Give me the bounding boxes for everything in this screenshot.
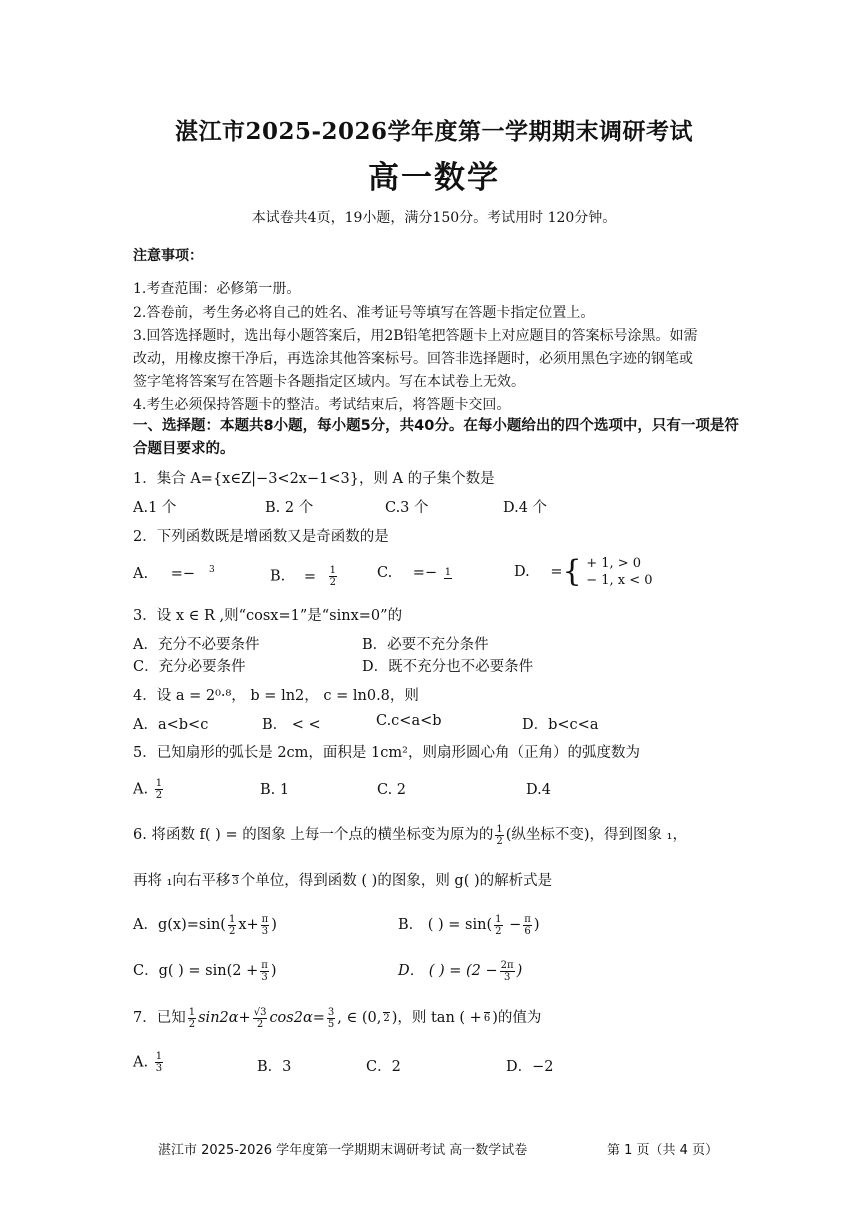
fraction xyxy=(253,1007,268,1030)
question-6-line-1 xyxy=(133,823,687,847)
text: ) xyxy=(533,917,540,933)
q5-option-d: D.4 xyxy=(526,782,551,798)
fraction xyxy=(261,914,270,937)
option-label: A. xyxy=(133,781,149,798)
numerator: 1 xyxy=(155,778,163,789)
q7-option-b: B．3 xyxy=(257,1059,292,1075)
fraction xyxy=(260,960,269,983)
denominator: 2 xyxy=(155,790,163,801)
text: ) xyxy=(516,963,523,979)
q2-option-d xyxy=(514,555,653,589)
q6-option-c xyxy=(133,959,276,983)
fraction xyxy=(484,1012,490,1024)
text: )，则 tan ( + xyxy=(391,1010,482,1026)
fraction xyxy=(523,914,532,937)
text: x+ xyxy=(238,917,259,933)
fraction xyxy=(495,824,503,847)
q4-option-c: C.c<a<b xyxy=(376,713,442,729)
text: ) xyxy=(271,917,277,933)
option-expr: =− xyxy=(170,565,196,582)
numerator: 3 xyxy=(327,1006,335,1018)
denominator: 6 xyxy=(524,925,531,937)
denominator: 3 xyxy=(261,971,268,983)
case-2: − 1, x < 0 xyxy=(586,573,653,588)
q5-option-b: B. 1 xyxy=(260,782,290,798)
question-3-stem: 3．设 x ∈ R ,则“cosx=1”是“sinx=0”的 xyxy=(133,608,403,624)
q2-option-a xyxy=(133,565,215,582)
q2-option-b xyxy=(270,565,339,588)
denominator: 2 xyxy=(329,577,337,588)
q7-option-c: C．2 xyxy=(366,1059,401,1075)
page-number: 第 1 页（共 4 页） xyxy=(607,1143,719,1158)
numerator: 1 xyxy=(496,823,503,835)
numerator: 1 xyxy=(444,567,452,578)
q1-option-d: D.4 个 xyxy=(503,500,548,516)
exam-intro: 本试卷共4页，19小题，满分150分。考试用时 120分钟。 xyxy=(251,210,617,226)
q6-option-a xyxy=(133,913,277,937)
notice-line: 签字笔将答案写在答题卡各题指定区域内。写在本试卷上无效。 xyxy=(133,374,525,390)
fraction xyxy=(155,1051,163,1074)
question-2-stem: 2．下列函数既是增函数又是奇函数的是 xyxy=(133,529,389,545)
denominator: 3 xyxy=(261,925,269,937)
page-footer-title: 湛江市 2025-2026 学年度第一学期期末调研考试 高一数学试卷 xyxy=(158,1143,528,1158)
fraction xyxy=(500,960,515,983)
numerator: π xyxy=(261,959,268,971)
text: B． ( ) = sin( xyxy=(398,917,493,933)
option-label: A. xyxy=(133,1054,149,1071)
fraction xyxy=(327,1007,335,1030)
notice-line: 3.回答选择题时，选出每小题答案后，用2B铅笔把答题卡上对应题目的答案标号涂黑。如需 xyxy=(133,328,698,344)
denominator: 3 xyxy=(155,1063,163,1074)
case-1: + 1, > 0 xyxy=(586,556,642,571)
notice-line: 改动，用橡皮擦干净后，再选涂其他答案标号。回答非选择题时，必须用黑色字迹的钢笔或 xyxy=(133,351,693,367)
fraction xyxy=(232,875,238,887)
q4-option-a: A．a<b<c xyxy=(133,717,209,733)
exam-title: 湛江市2025-2026学年度第一学期期末调研考试 xyxy=(174,118,694,145)
denominator: 2 xyxy=(228,925,236,937)
q5-option-c: C. 2 xyxy=(377,782,407,798)
notice-heading: 注意事项： xyxy=(133,248,203,264)
text: (纵坐标不变)，得到图象 ₁， xyxy=(505,827,687,843)
exponent: 3 xyxy=(209,565,215,575)
denominator: 2 xyxy=(495,925,502,937)
denominator: 2 xyxy=(383,1013,390,1024)
fraction xyxy=(444,567,452,579)
denominator: 2 xyxy=(256,1018,264,1030)
question-7-stem xyxy=(133,1006,541,1030)
q7-option-d: D．−2 xyxy=(506,1059,554,1075)
q3-option-d: D．既不充分也不必要条件 xyxy=(362,659,534,675)
fraction xyxy=(494,914,502,937)
subject-title: 高一数学 xyxy=(368,160,500,196)
denominator: 3 xyxy=(232,876,239,887)
piecewise-cases xyxy=(586,555,652,589)
numerator: π xyxy=(524,913,531,925)
denominator: 2 xyxy=(496,835,503,847)
section-heading: 一、选择题：本题共8小题，每小题5分，共40分。在每小题给出的四个选项中，只有一项是符合题目要求的。 xyxy=(133,418,739,457)
q2-option-c xyxy=(377,565,454,581)
text: cos2α= xyxy=(269,1010,325,1026)
q6-option-d xyxy=(398,959,522,983)
notice-line: 4.考生必须保持答题卡的整洁。考试结束后，将答题卡交回。 xyxy=(133,397,511,413)
q3-option-b: B．必要不充分条件 xyxy=(362,637,489,653)
text: 7．已知 xyxy=(133,1010,186,1026)
option-label: A. xyxy=(133,565,149,582)
q3-option-c: C．充分必要条件 xyxy=(133,659,246,675)
fraction xyxy=(155,778,163,801)
numerator: 1 xyxy=(329,565,337,576)
denominator: 6 xyxy=(483,1013,491,1024)
text: 再将 ₁向右平移 xyxy=(133,873,231,889)
text: 个单位，得到函数 ( )的图象，则 g( )的解析式是 xyxy=(240,873,553,889)
notice-line: 2.答卷前，考生务必将自己的姓名、准考证号等填写在答题卡指定位置上。 xyxy=(133,305,595,321)
text: sin2α+ xyxy=(198,1010,251,1026)
numerator: √3 xyxy=(253,1006,267,1018)
notice-line: 1.考查范围：必修第一册。 xyxy=(133,281,301,297)
numerator: π xyxy=(261,913,269,925)
question-6-line-2 xyxy=(133,869,552,890)
fraction xyxy=(188,1007,196,1030)
text: D． ( ) = (2 − xyxy=(398,963,498,979)
q4-option-d: D．b<c<a xyxy=(522,717,599,733)
q7-option-a xyxy=(133,1051,165,1074)
text: C．g( ) = sin(2 + xyxy=(133,963,259,979)
text: 6. 将函数 f( ) = 的图象 上每一个点的横坐标变为原为的 xyxy=(133,827,494,843)
fraction xyxy=(383,1012,389,1024)
denominator: 2 xyxy=(188,1018,196,1030)
text: A．g(x)=sin( xyxy=(133,917,226,933)
denominator: 3 xyxy=(503,971,511,983)
q1-option-b: B. 2 个 xyxy=(265,500,314,516)
q4-option-b: B． < < xyxy=(262,717,321,733)
option-label: C. xyxy=(377,565,393,581)
q5-option-a xyxy=(133,778,165,801)
option-expr: = xyxy=(550,564,563,580)
question-1-stem: 1．集合 A={x∈Z|−3<2x−1<3}，则 A 的子集个数是 xyxy=(133,471,495,487)
left-brace: { xyxy=(562,554,582,589)
fraction xyxy=(228,914,236,937)
q3-option-a: A．充分不必要条件 xyxy=(133,637,260,653)
q1-option-c: C.3 个 xyxy=(385,500,429,516)
numerator: 1 xyxy=(495,913,502,925)
numerator: 2π xyxy=(500,959,514,971)
fraction xyxy=(329,565,337,588)
text: ) xyxy=(270,963,277,979)
denominator: 5 xyxy=(327,1018,335,1030)
q6-option-b xyxy=(398,913,540,937)
option-label: D. xyxy=(514,564,530,580)
option-expr: =− xyxy=(412,565,438,581)
option-expr: = xyxy=(303,568,317,585)
q1-option-a: A.1 个 xyxy=(133,500,177,516)
text: − xyxy=(504,917,522,933)
question-4-stem: 4．设 a = 2⁰·⁸， b = ln2， c = ln0.8，则 xyxy=(133,688,419,704)
numerator: 1 xyxy=(188,1006,196,1018)
question-5-stem: 5．已知扇形的弧长是 2cm，面积是 1cm²，则扇形圆心角（正角）的弧度数为 xyxy=(133,745,640,761)
text: )的值为 xyxy=(492,1010,542,1026)
option-label: B. xyxy=(270,568,286,585)
numerator: 1 xyxy=(228,913,236,925)
text: , ∈ (0, xyxy=(337,1010,382,1026)
numerator: 1 xyxy=(155,1051,163,1062)
